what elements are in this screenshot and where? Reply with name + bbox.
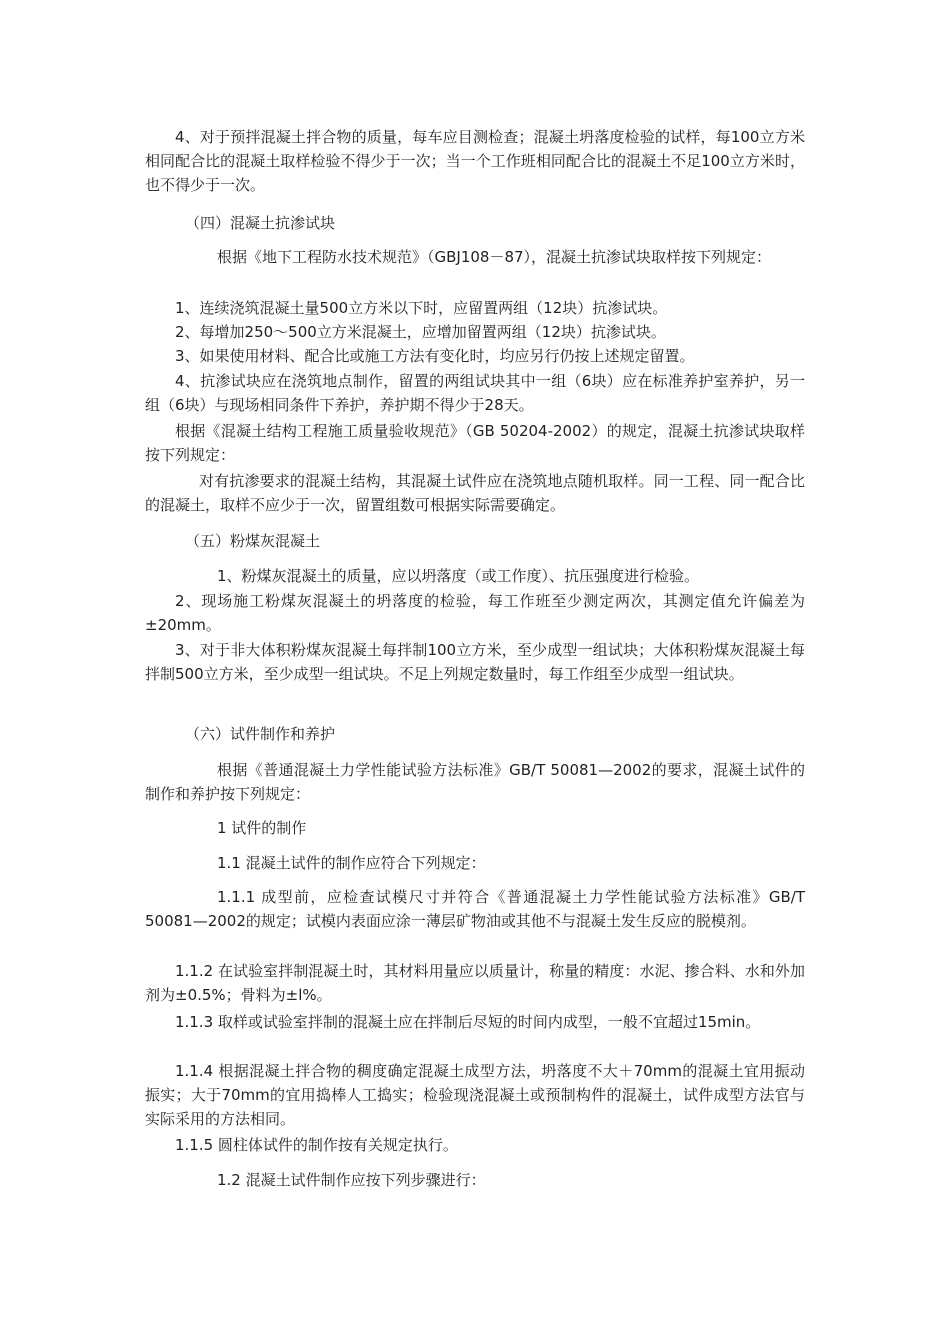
paragraph-1-1-4: 1.1.4 根据混凝土拌合物的稠度确定混凝土成型方法，坍落度不大＋70mm的混凝土宜用振动振实；大于70mm的宜用捣棒人工捣实；检验现浇混凝土或预制构件的混凝土，试件成型方法官与实际采用的方法相同。	[145, 1062, 805, 1128]
paragraph-1-1-3: 1.1.3 取样或试验室拌制的混凝土应在拌制后尽短的时间内成型，一般不宜超过15min。	[175, 1013, 761, 1031]
paragraph-1-1-1: 1.1.1 成型前，应检查试模尺寸并符合《普通混凝土力学性能试验方法标准》GB/T 50081—2002的规定；试模内表面应涂一薄层矿物油或其他不与混凝土发生反应的脱模剂。	[145, 888, 805, 930]
paragraph-seepage-4: 4、抗渗试块应在浇筑地点制作，留置的两组试块其中一组（6块）应在标准养护室养护，另一组（6块）与现场相同条件下养护，养护期不得少于28天。	[145, 372, 805, 414]
paragraph-1-1-5: 1.1.5 圆柱体试件的制作按有关规定执行。	[175, 1136, 458, 1154]
subheading-1-2: 1.2 混凝土试件制作应按下列步骤进行：	[217, 1171, 486, 1189]
subheading-specimen-making: 1 试件的制作	[217, 819, 307, 837]
paragraph-1-1-2: 1.1.2 在试验室拌制混凝土时，其材料用量应以质量计，称量的精度：水泥、掺合料、水和外加剂为±0.5%；骨料为±l%。	[145, 962, 805, 1004]
paragraph-gbt50081-intro: 根据《普通混凝土力学性能试验方法标准》GB/T 50081—2002的要求，混凝土试件的制作和养护按下列规定：	[145, 761, 805, 803]
paragraph-seepage-3: 3、如果使用材料、配合比或施工方法有变化时，均应另行仍按上述规定留置。	[175, 347, 695, 365]
section-heading-4: （四）混凝土抗渗试块	[185, 214, 336, 232]
paragraph-flyash-1: 1、粉煤灰混凝土的质量，应以坍落度（或工作度）、抗压强度进行检验。	[217, 567, 700, 585]
subheading-1-1: 1.1 混凝土试件的制作应符合下列规定：	[217, 854, 486, 872]
paragraph-seepage-2: 2、每增加250～500立方米混凝土，应增加留置两组（12块）抗渗试块。	[175, 323, 666, 341]
section-heading-6: （六）试件制作和养护	[185, 725, 336, 743]
paragraph-seepage-1: 1、连续浇筑混凝土量500立方米以下时，应留置两组（12块）抗渗试块。	[175, 299, 668, 317]
paragraph-flyash-2: 2、现场施工粉煤灰混凝土的坍落度的检验，每工作班至少测定两次，其测定值允许偏差为±20mm。	[145, 592, 805, 634]
section-heading-5: （五）粉煤灰混凝土	[185, 532, 321, 550]
paragraph-item-4-ready-mix: 4、对于预拌混凝土拌合物的质量，每车应目测检查；混凝土坍落度检验的试样，每100立方米相同配合比的混凝土取样检验不得少于一次；当一个工作班相同配合比的混凝土不足100立方米时，也不得少于一次。	[145, 128, 805, 194]
paragraph-gbj108-intro: 根据《地下工程防水技术规范》（GBJ108－87），混凝土抗渗试块取样按下列规定：	[217, 248, 772, 266]
paragraph-gb50204-intro: 根据《混凝土结构工程施工质量验收规范》（GB 50204-2002）的规定，混凝土抗渗试块取样按下列规定：	[145, 422, 805, 464]
paragraph-seepage-requirement: 对有抗渗要求的混凝土结构，其混凝土试件应在浇筑地点随机取样。同一工程、同一配合比的混凝土，取样不应少于一次，留置组数可根据实际需要确定。	[145, 472, 805, 514]
paragraph-flyash-3: 3、对于非大体积粉煤灰混凝土每拌制100立方米，至少成型一组试块；大体积粉煤灰混凝土每拌制500立方米，至少成型一组试块。不足上列规定数量时，每工作组至少成型一组试块。	[145, 641, 805, 683]
